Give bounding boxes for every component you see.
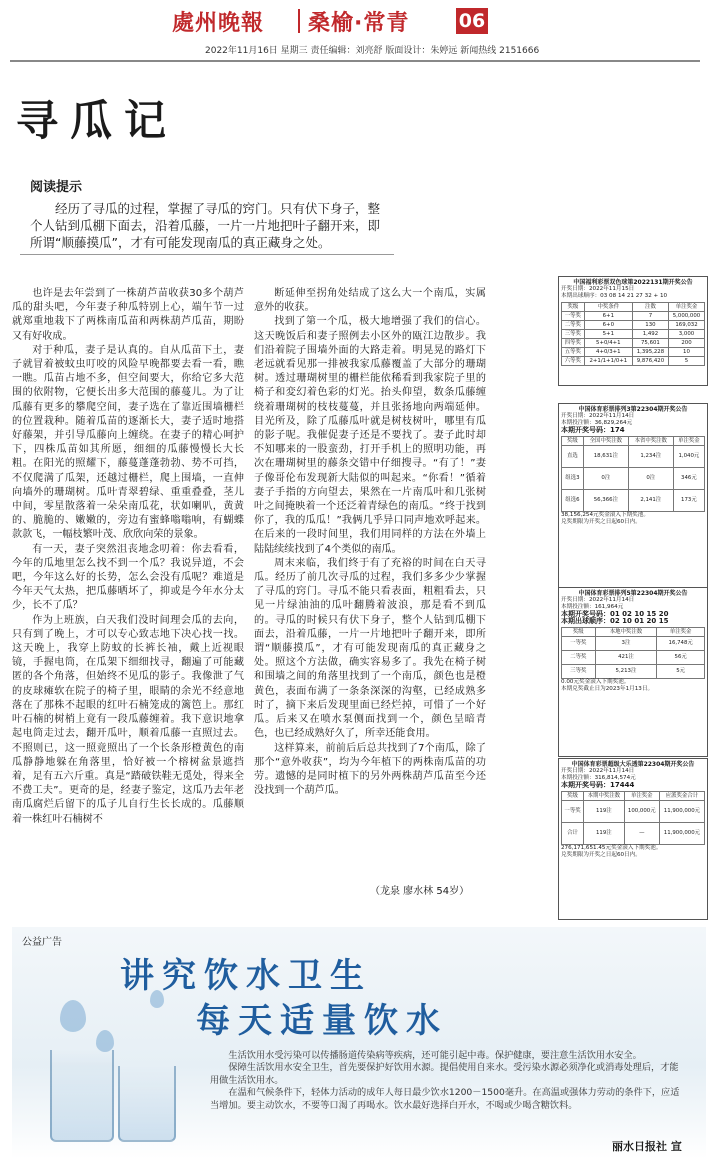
cell: 5+1 [584,330,632,339]
cell: 1,234注 [628,446,673,468]
cell: — [624,823,659,845]
cell: 3,000 [668,330,704,339]
cell: 合计 [562,823,584,845]
table-header: 注数 [632,303,668,312]
cell: 1,395,228 [632,348,668,357]
ad-paragraph: 生活饮用水受污染可以传播肠道传染病等疾病，还可能引起中毒。保护健康，要注意生活饮用水安全。 [228,1050,642,1061]
cell: 四等奖 [562,339,585,348]
table-header: 奖级 [562,628,596,637]
lead-label: 阅读提示 [30,180,83,195]
notice-note: 兑奖期限为开奖之日起60日内。 [561,519,641,525]
table-header: 本期中奖注数 [584,792,625,801]
newspaper-name: 處州晚報 [172,10,265,36]
cell: 4+0/3+1 [584,348,632,357]
cell: 7 [632,312,668,321]
notice-line: 开奖日期：2022年11月14日 [561,413,635,419]
cell: 二等奖 [562,321,585,330]
cell: 119注 [584,801,625,823]
water-glass-icon [50,1050,114,1142]
table-header: 单注奖金 [657,628,705,637]
paragraph: 断延伸至拐角处结成了这么大一个南瓜，实属意外的收获。 [254,288,486,314]
ad-sponsor: 丽水日报社 宣 [612,1140,682,1153]
lottery-notice-4 [558,758,708,920]
table-header: 奖级 [562,303,585,312]
cell: 一等奖 [562,637,596,651]
paragraph: 找到了第一个瓜，极大地增强了我们的信心。这天晚饭后和妻子照例去小区外的瓯江边散步。我们沿着院子围墙外面的大路走着。明晃晃的路灯下老远就看见那一排被我家瓜藤覆盖了大部分的珊瑚树。透过珊瑚树里的栅栏能依稀看到我家院子里的椅子和変幻着色彩的灯光。抬头仰望，数条瓜藤缠绕着珊瑚树的枝枝蔓蔓，并且张扬地向两端延伸。目光所及，除了瓜藤瓜叶就是树枝树叶，哪里有瓜的影子呢。我催促妻子还是不要找了。妻子此时却不知哪来的一股蛮劲，打开手机上的照明功能，再次在珊瑚树里的藤条交错中仔细搜寻。“有了！”妻子像哥伦布发现新大陆似的叫起来。“你看！”循着妻子手指的方向望去，果然在一片南瓜叶和几张树叶之间掩映着一个还泛着青绿色的南瓜。“终于找到你了，我的瓜瓜！”我俩几乎异口同声地欢呼起来。在后来的一段时间里，我们用同样的方法在外墙上陆陆续续找到了4个类似的南瓜。 [254,316,486,555]
notice-note: 兑奖期限为开奖之日起60日内。 [561,852,641,858]
notice-title: 中国体育彩票排列3第22304期开奖公告 [578,406,688,413]
lottery-notice-1 [558,276,708,386]
winning-number: 本期开奖号码：01 02 10 15 20 [561,610,669,618]
ad-headline-2: 每天适量饮水 [196,1001,448,1041]
table-row [562,446,705,468]
masthead-separator [298,9,300,33]
cell: 18,631注 [583,446,628,468]
cell: 0注 [628,468,673,490]
prize-table [561,436,705,512]
notice-line: 本期投注额：36,829,264元 [561,420,633,426]
cell: 三等奖 [562,330,585,339]
draw-order: 本期出球顺序：02 10 01 20 15 [561,617,669,625]
table-header: 应派奖金合计 [659,792,704,801]
cell: 173元 [673,490,704,512]
cell: 组选6 [562,490,584,512]
cell: 二等奖 [562,651,596,665]
water-glass-icon [118,1066,176,1142]
notice-line: 开奖日期：2022年11月14日 [561,768,635,774]
table-header: 本地中奖注数 [595,628,657,637]
water-drop-icon [60,1000,86,1032]
paragraph: 对于种瓜，妻子是认真的。自从瓜苗下土，妻子就冒着被蚊虫叮咬的风险早晚都要去看一看，瞧一瞧。瓜苗占地不多，但空间要大，你给它多大范围的依附物，它便长出多大范围的藤蔓儿。为了让瓜藤有更多的攀爬空间，妻子选在了靠近围墙栅栏的位置栽种。随着瓜苗的逐渐长大，妻子适时地搭好藤架，并引导瓜藤向上缠绕。在妻子的精心呵护下，四株瓜苗如其所愿，细细的瓜藤慢慢长大长粗。在阳光的照耀下，藤蔓蓬蓬勃勃、势不可挡，不仅爬满了瓜架，还越过栅栏，爬上围墙，一直伸向墙外的珊瑚树。瓜叶青翠碧绿、重重叠叠，茎儿中间，零星散落着一朵朵南瓜花，状如喇叭，黄黄的、脆脆的、嫩嫩的，旁边有蜜蜂嗡嗡响，有蝴蝶款款飞，一幅枝繁叶茂、欣欣向荣的景象。 [12,344,244,541]
cell: 1,040元 [673,446,704,468]
cell: 11,900,000元 [659,823,704,845]
table-row [562,823,705,845]
cell: 一等奖 [562,801,584,823]
table-header: 单注奖金 [673,437,704,446]
table-row [562,339,705,348]
notice-title: 中国体育彩票超级大乐透第22304期开奖公告 [571,761,695,768]
masthead [172,4,538,36]
author-byline: （龙泉 廖水林 54岁） [370,886,470,897]
prize-table [561,302,705,366]
water-drop-icon [96,1030,114,1052]
paragraph: 也许是去年尝到了一株葫芦苗收获30多个葫芦瓜的甜头吧，今年妻子种瓜特别上心，端午节一过就郑重地栽下了两株南瓜苗和两株葫芦瓜苗，期盼又有好收成。 [12,288,244,342]
cell: 56,366注 [583,490,628,512]
notice-title: 中国体育彩票排列5第22304期开奖公告 [578,590,688,597]
table-row [562,312,705,321]
notice-title: 中国福利彩票双色球第2022131期开奖公告 [573,279,693,286]
notice-line: 本期投注额：316,814,574元 [561,775,636,781]
table-header: 本省中奖注数 [628,437,673,446]
cell: 11,900,000元 [659,801,704,823]
cell: 100,000元 [624,801,659,823]
cell: 3注 [595,637,657,651]
ad-paragraph: 保障生活饮用水安全卫生，首先要保护好饮用水源。提倡使用自来水。受污染水源必须净化或消毒处理后，才能用做生活饮用水。 [210,1062,679,1086]
cell: 6+1 [584,312,632,321]
table-header: 单注奖金 [668,303,704,312]
lottery-notice-3 [558,587,708,757]
paragraph: 这样算来，前前后后总共找到了7个南瓜，除了那个“意外收获”，均为今年植下的两株南瓜苗的功劳。遗憾的是同时植下的另外两株葫芦瓜苗至今还没找到一个葫芦瓜。 [254,742,486,797]
cell: 119注 [584,823,625,845]
cell: 五等奖 [562,348,585,357]
prize-table [561,627,705,679]
table-row [562,348,705,357]
cell: 75,601 [632,339,668,348]
section-name: 桑榆·常青 [308,11,410,36]
article-column-1 [12,287,244,912]
cell: 5元 [657,665,705,679]
cell: 1,492 [632,330,668,339]
cell: 六等奖 [562,357,585,366]
prize-table [561,791,705,845]
cell: 2+1/1+1/0+1 [584,357,632,366]
paragraph: 有一天，妻子突然沮丧地念叨着：你去看看，今年的瓜地里怎么找不到一个瓜？我说异道，不会吧，今年这么好的长势，怎么会没有瓜呢？难道是今年天气太热，把瓜藤晒坏了，抑或是今年水分太少，长不了瓜？ [12,543,244,612]
table-header: 中奖条件 [584,303,632,312]
cell: 346元 [673,468,704,490]
table-header: 单注奖金 [624,792,659,801]
ad-headline-1: 讲究饮水卫生 [120,956,372,996]
lead-divider [20,254,394,255]
table-header: 奖级 [562,437,584,446]
cell: 5+0/4+1 [584,339,632,348]
lottery-notice-2 [558,403,708,589]
paragraph: 作为上班族，白天我们没时间理会瓜的去向，只有到了晚上，才可以专心致志地下决心找一找。这天晚上，我穿上防蚊的长裤长袖，戴上近视眼镜，手握电筒，在瓜架下细细找寻，翻遍了可能藏匿的各个角落，但始终不见瓜的影子。我像泄了气的皮球瘫软在院子的椅子里，眼睛的余光不经意地落在了那株不起眼的红叶石楠笼成的篱笆上。那红叶石楠的树梢上竟有一段瓜藤缠着。我下意识地拿起电筒走过去，翻开瓜叶，顺着瓜藤一直照过去。不照则已，这一照竟照出了一个长条形橙黄色的南瓜静静地躲在角落里，恰好被一个榕树盆景遮挡着，足有五六斤重。真是“踏破铁鞋无觅处，得来全不费工夫”。更奇的是，经妻子鉴定，这瓜乃去年老南瓜腐烂后留下的瓜子儿自行生长长成的。瓜藤顺着一株红叶石楠树不 [12,614,244,825]
cell: 6+0 [584,321,632,330]
cell: 一等奖 [562,312,585,321]
notice-line: 开奖日期：2022年11月14日 [561,597,635,603]
table-header: 奖级 [562,792,584,801]
notice-note: 本期兑奖截止日为2023年1月13日。 [561,686,654,692]
cell: 9,876,420 [632,357,668,366]
paragraph: 周末来临，我们终于有了充裕的时间在白天寻瓜。经历了前几次寻瓜的过程，我们多多少少掌握了寻瓜的窍门。寻瓜不能只看表面，粗粗看去，只见一片绿油油的瓜叶翻腾着波浪，那是看不到瓜的。寻瓜的时候只有伏下身子，整个人钻到瓜棚下面去，沿着瓜藤，一片一片地把叶子翻开来，即所谓“顺藤摸瓜”，才有可能发现南瓜的真正藏身之处。照这个方法做，确实容易多了。我先在椅子树和围墙之间的角落里找到了一个南瓜，颜色也是橙黄色，表面布满了一条条深深的沟壑，已经成熟多时了，摘下来后发现里面已经烂掉，可惜了一个好瓜。后来又在喷水泵侧面找到一个，颜色呈暗青色，也已经成熟好久了，所幸还能食用。 [254,557,486,740]
lead-text: 经历了寻瓜的过程，掌握了寻瓜的窍门。只有伏下身子，整个人钻到瓜棚下面去，沿着瓜藤，一片一片地把叶子翻开来，即所谓“顺藤摸瓜”，才有可能发现南瓜的真正藏身之处。 [30,201,381,250]
ad-body [210,1050,684,1112]
cell: 169,032 [668,321,704,330]
winning-number: 本期开奖号码：174 [561,426,625,434]
article-column-2 [254,287,486,887]
cell: 2,141注 [628,490,673,512]
table-row [562,357,705,366]
table-row [562,490,705,512]
cell: 5 [668,357,704,366]
cell: 200 [668,339,704,348]
table-row [562,468,705,490]
table-row [562,801,705,823]
cell: 421注 [595,651,657,665]
article-title: 寻瓜记 [16,96,179,145]
table-row [562,321,705,330]
cell: 16,748元 [657,637,705,651]
notice-line: 本期投注额：161,964元 [561,604,624,610]
notice-note: 0.00元奖金滚入下期奖池。 [561,679,630,685]
cell: 130 [632,321,668,330]
cell: 三等奖 [562,665,596,679]
notice-note: 276,171,651.45元奖金滚入下期奖池。 [561,845,662,851]
table-row [562,665,705,679]
notice-line: 开奖日期：2022年11月15日 [561,286,635,292]
header-rule [10,60,700,62]
ad-label: 公益广告 [22,937,62,948]
notice-line: 本期出球顺序：03 08 14 21 27 32 + 10 [561,293,668,299]
notice-note: 38,156,254元奖金滚入下期奖池。 [561,512,649,518]
cell: 5,000,000 [668,312,704,321]
cell: 组选3 [562,468,584,490]
cell: 10 [668,348,704,357]
table-header: 全国中奖注数 [583,437,628,446]
cell: 5,213注 [595,665,657,679]
table-row [562,651,705,665]
cell: 56元 [657,651,705,665]
winning-number: 本期开奖号码：17444 [561,781,635,789]
cell: 直选 [562,446,584,468]
ad-paragraph: 在温和气候条件下，轻体力活动的成年人每日最少饮水1200－1500毫升。在高温或强体力劳动的条件下，应适当增加。要主动饮水，不要等口渴了再喝水。饮水最好选择白开水，不喝或少喝含糖饮料。 [210,1087,680,1111]
table-row [562,330,705,339]
table-row [562,637,705,651]
page-number: 06 [456,8,488,34]
issue-info: 2022年11月16日 星期三 责任编辑：刘亮舒 版面设计：朱婷远 新闻热线 2151666 [205,46,540,56]
cell: 0注 [583,468,628,490]
